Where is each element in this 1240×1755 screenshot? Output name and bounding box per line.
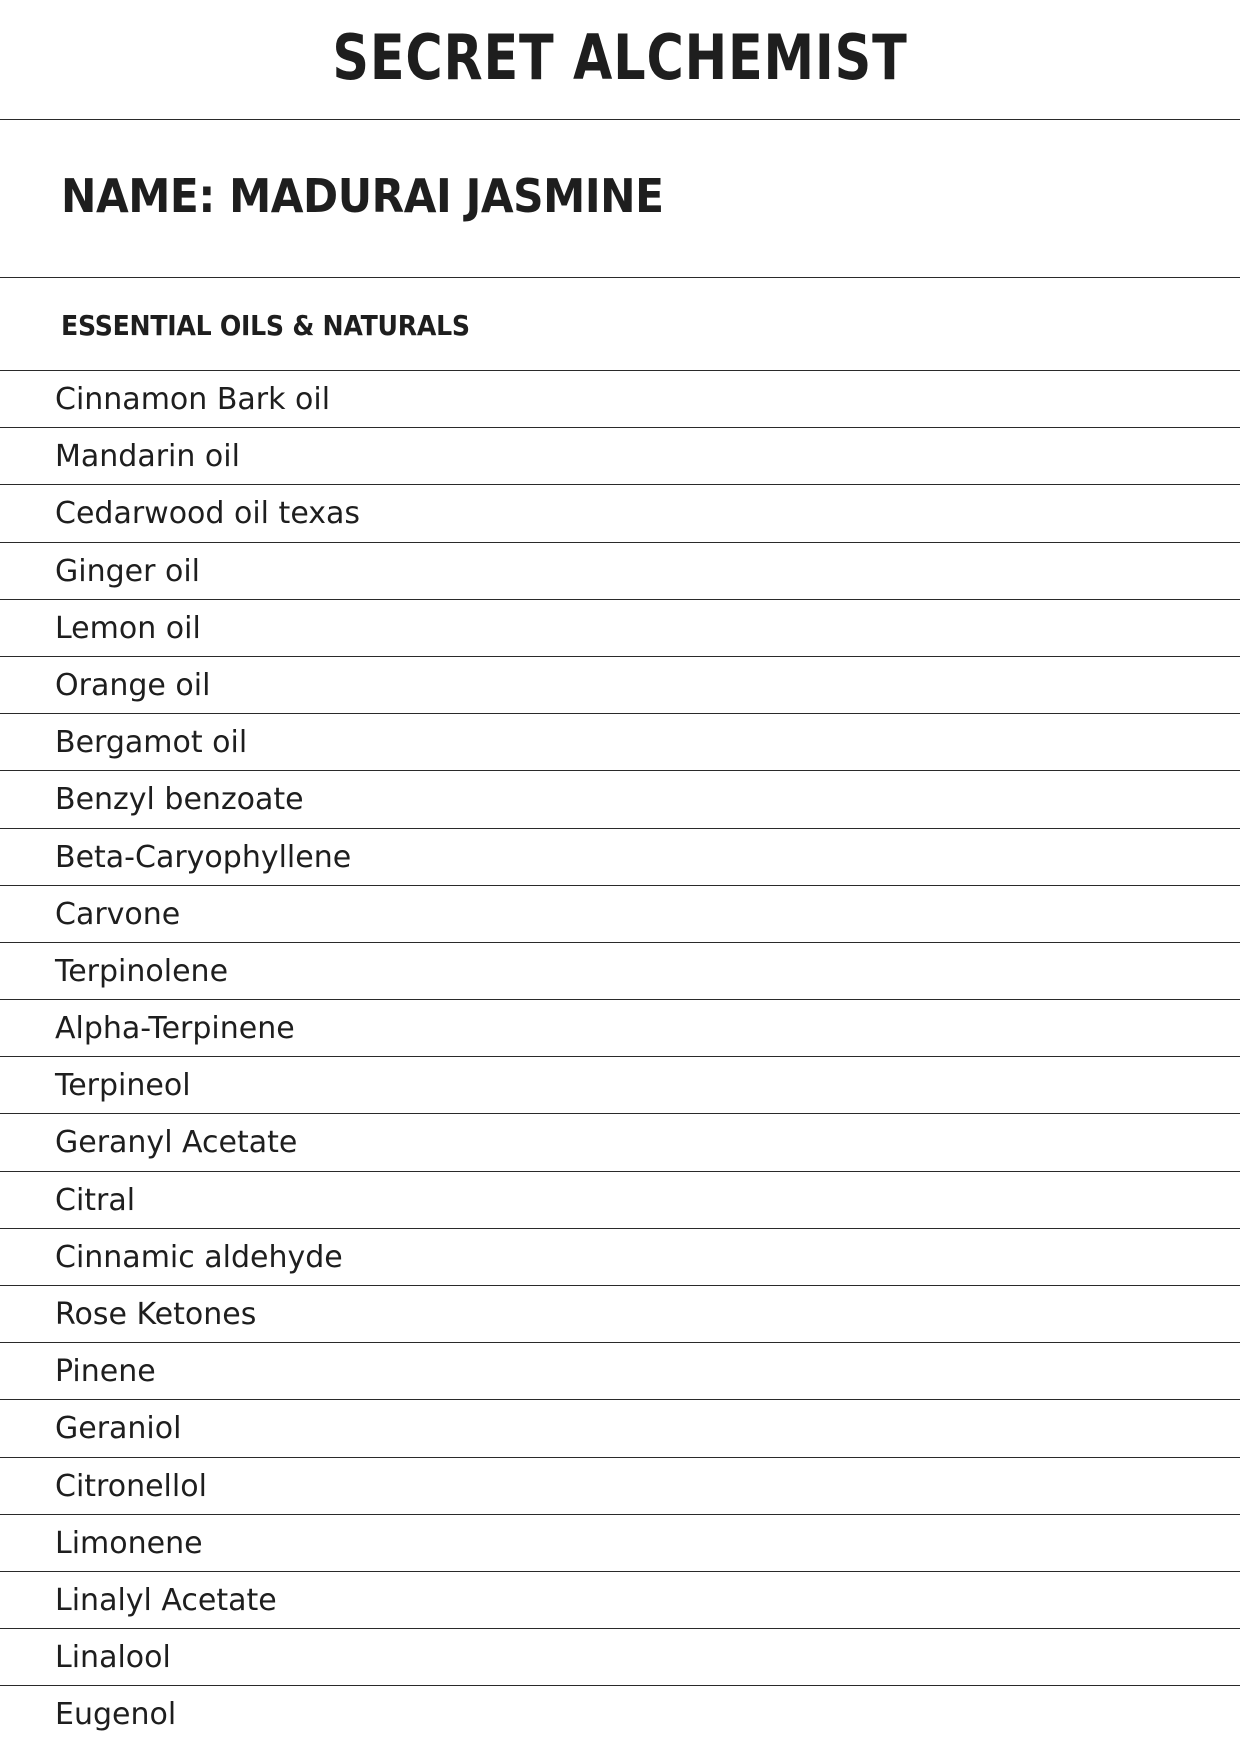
ingredient-row (0, 1515, 1240, 1572)
ingredient-row (0, 1172, 1240, 1229)
ingredient-name: Beta-Caryophyllene (55, 839, 352, 875)
ingredient-name: Mandarin oil (55, 439, 240, 475)
ingredient-row (0, 657, 1240, 714)
ingredient-row (0, 1343, 1240, 1400)
ingredient-name: Carvone (55, 896, 181, 932)
ingredient-row (0, 428, 1240, 485)
ingredient-name: Lemon oil (55, 610, 201, 646)
ingredient-row (0, 714, 1240, 771)
brand-header (0, 0, 1240, 120)
ingredient-name: Ginger oil (55, 553, 200, 589)
section-title: ESSENTIAL OILS & NATURALS (61, 309, 470, 342)
ingredient-name: Alpha-Terpinene (55, 1011, 295, 1047)
ingredient-name: Linalool (55, 1640, 171, 1676)
product-name-section (0, 120, 1240, 278)
ingredient-row (0, 371, 1240, 428)
ingredient-row (0, 1400, 1240, 1457)
ingredient-name: Geraniol (55, 1411, 182, 1447)
ingredient-row (0, 771, 1240, 828)
ingredient-row (0, 1286, 1240, 1343)
ingredient-name: Citronellol (55, 1468, 207, 1504)
ingredient-name: Cedarwood oil texas (55, 496, 361, 532)
ingredient-list (0, 371, 1240, 1744)
ingredient-name: Cinnamon Bark oil (55, 382, 331, 417)
ingredient-name: Terpinolene (55, 953, 229, 989)
ingredient-row (0, 1000, 1240, 1057)
ingredient-row (0, 943, 1240, 1000)
ingredient-name: Bergamot oil (55, 725, 248, 761)
ingredient-row (0, 1572, 1240, 1629)
brand-title: SECRET ALCHEMIST (332, 21, 908, 94)
ingredient-row (0, 1458, 1240, 1515)
product-name: NAME: MADURAI JASMINE (61, 169, 664, 223)
ingredient-row (0, 886, 1240, 943)
ingredient-name: Limonene (55, 1525, 203, 1561)
ingredient-name: Eugenol (55, 1697, 177, 1733)
ingredient-name: Cinnamic aldehyde (55, 1239, 343, 1275)
ingredient-name: Linalyl Acetate (55, 1582, 277, 1618)
ingredient-row (0, 1114, 1240, 1171)
ingredient-name: Terpineol (55, 1068, 191, 1104)
ingredient-row (0, 1686, 1240, 1743)
ingredient-name: Pinene (55, 1354, 156, 1390)
ingredient-row (0, 1057, 1240, 1114)
ingredient-name: Citral (55, 1182, 136, 1218)
ingredients-section-header (0, 278, 1240, 371)
ingredient-name: Orange oil (55, 667, 211, 703)
ingredient-name: Rose Ketones (55, 1297, 257, 1332)
ingredient-row (0, 1629, 1240, 1686)
ingredient-name: Benzyl benzoate (55, 782, 304, 818)
ingredient-row (0, 485, 1240, 542)
ingredient-name: Geranyl Acetate (55, 1125, 298, 1161)
ingredient-row (0, 600, 1240, 657)
ingredient-row (0, 543, 1240, 600)
ingredient-row (0, 1229, 1240, 1286)
ingredient-row (0, 829, 1240, 886)
